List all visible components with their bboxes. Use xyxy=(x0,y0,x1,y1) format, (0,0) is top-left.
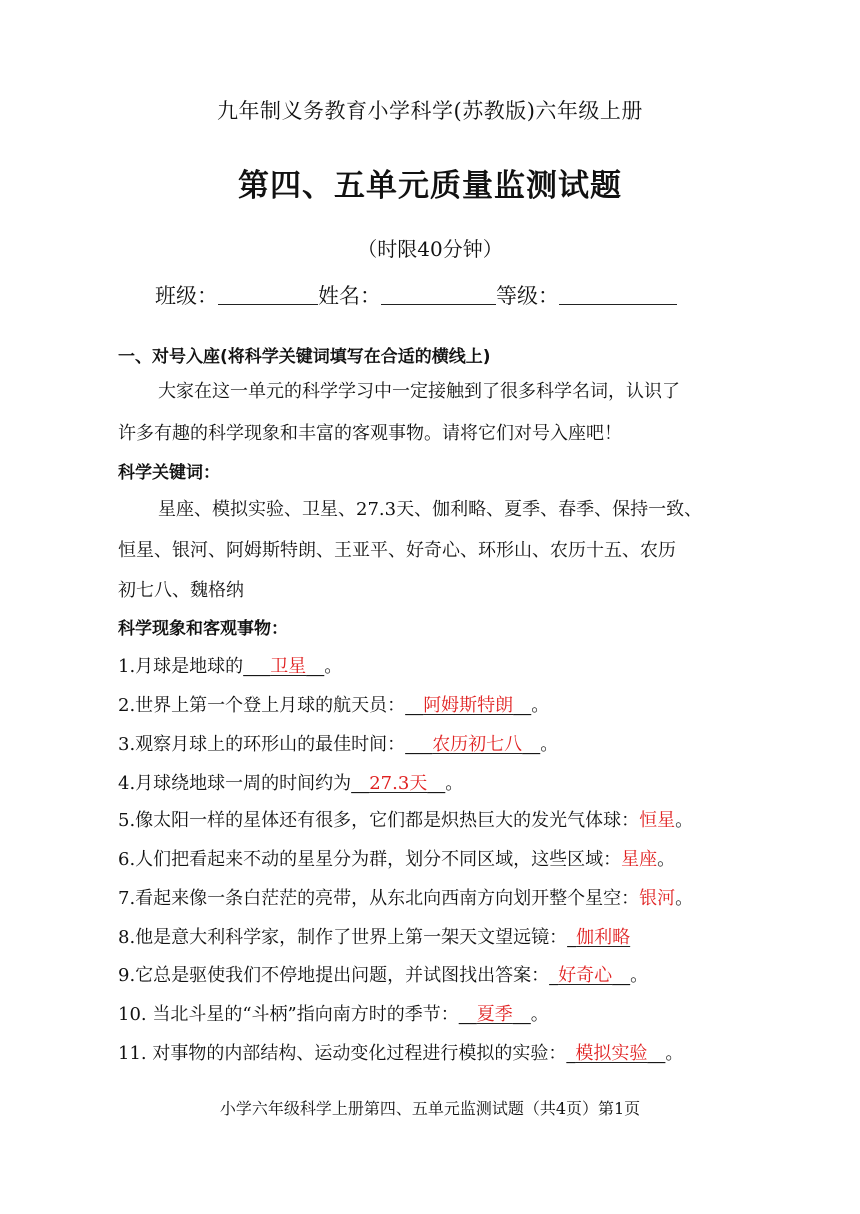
phenomena-heading: 科学现象和客观事物： xyxy=(118,619,288,639)
answer-text[interactable]: 模拟实验 xyxy=(575,1043,648,1064)
answer-text[interactable]: 星座 xyxy=(621,849,658,870)
time-limit: （时限40分钟） xyxy=(357,237,503,261)
question-text: 2.世界上第一个登上月球的航天员： xyxy=(118,695,406,716)
question-item xyxy=(118,769,463,795)
class-label: 班级： xyxy=(155,284,218,308)
exam-subtitle: 九年制义务教育小学科学(苏教版)六年级上册 xyxy=(217,99,643,123)
answer-text[interactable]: 银河 xyxy=(639,888,676,909)
answer-blank-trail: __ xyxy=(513,695,532,716)
question-punctuation: 。 xyxy=(531,695,550,716)
question-item xyxy=(118,845,675,871)
grade-blank[interactable] xyxy=(559,282,677,305)
answer-text[interactable]: 阿姆斯特朗 xyxy=(423,695,514,716)
keywords-heading: 科学关键词： xyxy=(118,463,220,483)
question-text: 8.他是意大利科学家，制作了世界上第一架天文望远镜： xyxy=(118,927,568,948)
question-item xyxy=(118,923,630,949)
question-item xyxy=(118,961,648,987)
answer-blank-lead: _ xyxy=(566,1043,576,1064)
answer-blank-lead: __ xyxy=(351,773,370,794)
question-item xyxy=(118,1000,549,1026)
question-punctuation: 。 xyxy=(675,888,694,909)
answer-blank-lead: _ xyxy=(567,927,577,948)
question-text: 7.看起来像一条白茫茫的亮带，从东北向西南方向划开整个星空： xyxy=(118,888,640,909)
question-punctuation: 。 xyxy=(675,810,694,831)
question-item xyxy=(118,652,342,678)
question-text: 5.像太阳一样的星体还有很多，它们都是炽热巨大的发光气体球： xyxy=(118,810,640,831)
question-item xyxy=(118,1039,683,1065)
question-text: 11. 对事物的内部结构、运动变化过程进行模拟的实验： xyxy=(118,1043,567,1064)
answer-text[interactable]: 农历初七八 xyxy=(432,734,523,755)
question-item xyxy=(118,884,693,910)
exam-title: 第四、五单元质量监测试题 xyxy=(238,168,622,204)
question-text: 6.人们把看起来不动的星星分为群，划分不同区域，这些区域： xyxy=(118,849,622,870)
question-item xyxy=(118,730,558,756)
intro-line-2: 许多有趣的科学现象和丰富的客观事物。请将它们对号入座吧！ xyxy=(118,423,622,444)
answer-blank-lead: _ xyxy=(549,965,559,986)
question-punctuation: 。 xyxy=(530,1004,549,1025)
question-punctuation: 。 xyxy=(657,849,676,870)
answer-text[interactable]: 伽利略 xyxy=(576,927,631,948)
answer-blank-trail: __ xyxy=(306,656,325,677)
keywords-line-2: 恒星、银河、阿姆斯特朗、王亚平、好奇心、环形山、农历十五、农历 xyxy=(118,540,676,561)
answer-blank-trail: __ xyxy=(512,1004,531,1025)
question-text: 9.它总是驱使我们不停地提出问题，并试图找出答案： xyxy=(118,965,550,986)
name-blank[interactable] xyxy=(381,282,496,305)
question-punctuation: 。 xyxy=(540,734,559,755)
question-text: 4.月球绕地球一周的时间约为 xyxy=(118,773,352,794)
answer-text[interactable]: 27.3天 xyxy=(369,773,428,794)
question-text: 1.月球是地球的 xyxy=(118,656,244,677)
intro-line-1: 大家在这一单元的科学学习中一定接触到了很多科学名词，认识了 xyxy=(158,381,680,402)
question-punctuation: 。 xyxy=(630,965,649,986)
answer-text[interactable]: 好奇心 xyxy=(558,965,613,986)
student-info-row xyxy=(155,280,677,310)
answer-blank-lead: ___ xyxy=(405,734,433,755)
answer-text[interactable]: 卫星 xyxy=(270,656,307,677)
question-punctuation: 。 xyxy=(445,773,464,794)
question-item xyxy=(118,691,549,717)
keywords-line-1: 星座、模拟实验、卫星、27.3天、伽利略、夏季、春季、保持一致、 xyxy=(158,499,703,520)
answer-blank-trail: __ xyxy=(612,965,631,986)
grade-label: 等级： xyxy=(496,284,559,308)
answer-blank-trail: __ xyxy=(647,1043,666,1064)
answer-blank-lead: __ xyxy=(405,695,424,716)
answer-text[interactable]: 恒星 xyxy=(639,810,676,831)
answer-blank-trail: __ xyxy=(522,734,541,755)
class-blank[interactable] xyxy=(218,282,318,305)
answer-blank-lead: __ xyxy=(458,1004,477,1025)
answer-blank-lead: ___ xyxy=(243,656,271,677)
question-text: 10. 当北斗星的“斗柄”指向南方时的季节： xyxy=(118,1004,459,1025)
question-punctuation: 。 xyxy=(665,1043,684,1064)
keywords-line-3: 初七八、魏格纳 xyxy=(118,580,244,601)
answer-blank-trail: __ xyxy=(427,773,446,794)
section-heading: 一、对号入座(将科学关键词填写在合适的横线上) xyxy=(118,347,491,367)
question-text: 3.观察月球上的环形山的最佳时间： xyxy=(118,734,406,755)
question-punctuation: 。 xyxy=(324,656,343,677)
question-item xyxy=(118,806,693,832)
answer-text[interactable]: 夏季 xyxy=(476,1004,513,1025)
name-label: 姓名： xyxy=(318,284,381,308)
page-footer: 小学六年级科学上册第四、五单元监测试题（共4页）第1页 xyxy=(219,1099,641,1118)
